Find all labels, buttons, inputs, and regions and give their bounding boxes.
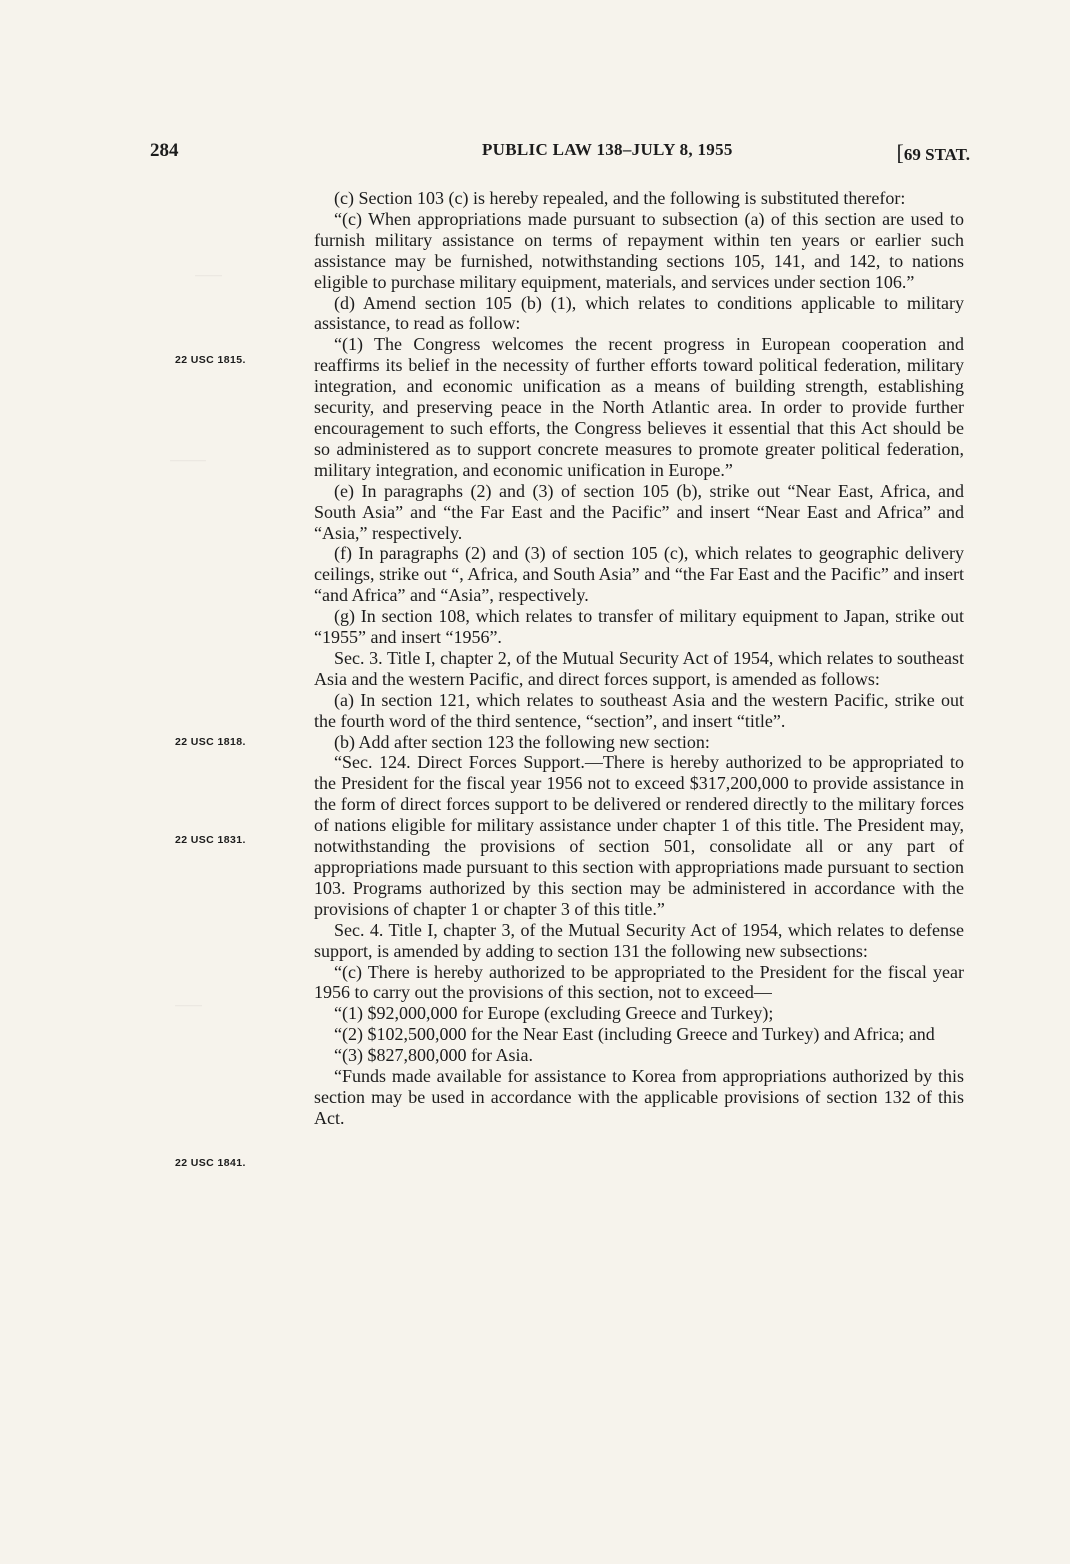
paragraph: (d) Amend section 105 (b) (1), which relates to conditions applicable to military assistance, to read as follow:: [314, 292, 964, 334]
paragraph: (b) Add after section 123 the following new section:: [334, 731, 710, 752]
bleed-through-mark: ————: [170, 455, 206, 465]
paragraph: “(2) $102,500,000 for the Near East (including Greece and Turkey) and Africa; and: [334, 1024, 935, 1045]
bleed-through-mark: ———: [175, 1000, 202, 1010]
paragraph: “(c) When appropriations made pursuant to subsection (a) of this section are used to furnish military assistance on terms of repayment within ten years or earlier such assistance may be furnished, notwithstanding sections 105, 141, and 142, to nations eligible to purchase military equipment, materials, and services under section 106.”: [314, 208, 964, 292]
margin-note-usc-1815: 22 USC 1815.: [175, 354, 246, 366]
margin-note-usc-1818: 22 USC 1818.: [175, 736, 246, 748]
paragraph: Sec. 4. Title I, chapter 3, of the Mutual Security Act of 1954, which relates to defense support, is amended by adding to section 131 the following new subsections:: [314, 919, 964, 961]
paragraph: “(1) The Congress welcomes the recent progress in European cooperation and reaffirms its belief in the necessity of further efforts toward political federation, military integration, and economic unification as a means of building strength, establishing security, and preserving peace in the North Atlantic area. In order to provide further encouragement to such efforts, the Congress believes it essential that this Act should be so administered as to support concrete measures to promote greater political federation, military integration, and economic unification in Europe.”: [314, 334, 964, 480]
paragraph: (c) Section 103 (c) is hereby repealed, and the following is substituted therefor:: [334, 188, 906, 208]
volume-reference-text: 69 STAT.: [903, 145, 970, 164]
margin-note-usc-1831: 22 USC 1831.: [175, 834, 246, 846]
volume-reference: [897, 140, 970, 166]
paragraph: “(c) There is hereby authorized to be appropriated to the President for the fiscal year 1956 to carry out the provisions of this section, not to exceed—: [314, 961, 964, 1003]
paragraph: “(1) $92,000,000 for Europe (excluding Greece and Turkey);: [334, 1003, 774, 1024]
paragraph: “Sec. 124. Direct Forces Support.—There is hereby authorized to be appropriated to the President for the fiscal year 1956 not to exceed $317,200,000 to provide assistance in the form of direct forces support to be delivered or rendered directly to the military forces of nations eligible for military assistance under chapter 1 of this title. The President may, notwithstanding the provisions of section 501, consolidate all or any part of appropriations made pursuant to this section with appropriations made pursuant to section 103. Programs authorized by this section may be administered in accordance with the provisions of chapter 1 or chapter 3 of this title.”: [314, 752, 964, 919]
paragraph: Sec. 3. Title I, chapter 2, of the Mutual Security Act of 1954, which relates to southeast Asia and the western Pacific, and direct forces support, is amended as follows:: [314, 647, 964, 689]
page-number: 284: [150, 140, 179, 161]
bleed-through-mark: ———: [195, 270, 222, 280]
paragraph: “(3) $827,800,000 for Asia.: [334, 1045, 533, 1066]
paragraph: “Funds made available for assistance to Korea from appropriations authorized by this section may be used in accordance with the applicable provisions of section 132 of this Act.: [314, 1066, 964, 1128]
paragraph: (e) In paragraphs (2) and (3) of section 105 (b), strike out “Near East, Africa, and South Asia” and “the Far East and the Pacific” and insert “Near East and Africa” and “Asia,” respectively.: [314, 480, 964, 543]
margin-note-usc-1841: 22 USC 1841.: [175, 1157, 246, 1169]
page-header: [150, 140, 970, 170]
paragraph: (f) In paragraphs (2) and (3) of section 105 (c), which relates to geographic delivery ceilings, strike out “, Africa, and South Asia” and “the Far East and the Pacific” and insert “and Africa” and “Asia”, respectively.: [314, 543, 964, 606]
running-head: PUBLIC LAW 138–JULY 8, 1955: [482, 140, 733, 159]
paragraph: (g) In section 108, which relates to transfer of military equipment to Japan, strike out “1955” and insert “1956”.: [314, 606, 964, 648]
body-text: [314, 188, 964, 1129]
bracket-glyph: [: [896, 140, 904, 165]
paragraph: (a) In section 121, which relates to southeast Asia and the western Pacific, strike out the fourth word of the third sentence, “section”, and insert “title”.: [314, 689, 964, 731]
